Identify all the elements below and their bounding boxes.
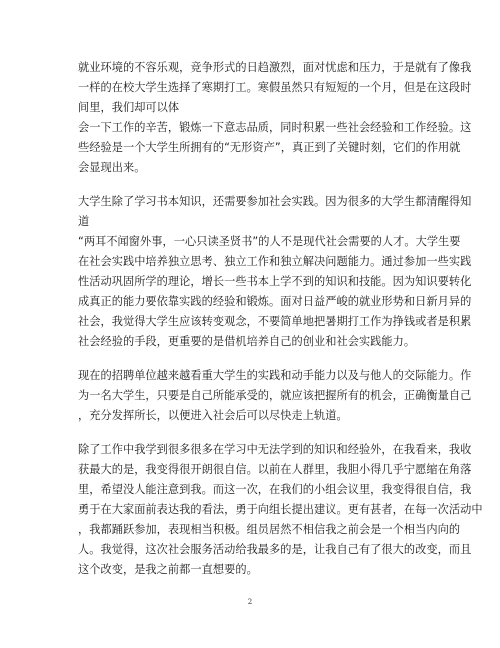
text-line: “两耳不闻窗外事，一心只读圣贤书”的人不是现代社会需要的人才。大学生要 <box>78 235 461 248</box>
text-line: 人。我觉得，这次社会服务活动给我最多的是，让我自己有了很大的改变，而且 <box>78 543 472 556</box>
text-line: 就业环境的不容乐观，竞争形式的日趋激烈，面对忧虑和压力，于是就有了像我 <box>78 61 472 74</box>
text-line: 现在的招聘单位越来越看重大学生的实践和动手能力以及与他人的交际能力。作 <box>78 369 472 382</box>
text-line: 性活动巩固所学的理论，增长一些书本上学不到的知识和技能。因为知识要转化 <box>78 275 472 288</box>
text-line: 一样的在校大学生选择了寒期打工。寒假虽然只有短短的一个月，但是在这段时 <box>78 81 472 94</box>
text-line: 间里，我们却可以体 <box>78 101 180 114</box>
paragraph-job-environment <box>78 58 472 178</box>
text-line: 会显现出来。 <box>78 161 146 174</box>
text-line: 成真正的能力要依靠实践的经验和锻炼。面对日益严峻的就业形势和日新月异的 <box>78 295 472 308</box>
text-line: 道 <box>78 215 90 228</box>
text-line: ，充分发挥所长，以便进入社会后可以尽快走上轨道。 <box>78 409 348 422</box>
paragraph-personal-growth <box>78 440 483 580</box>
text-line: 这个改变，是我之前都一直想要的。 <box>78 563 258 576</box>
text-line: 除了工作中我学到很多很多在学习中无法学到的知识和经验外，在我看来，我收 <box>78 443 472 456</box>
text-line: 里，希望没人能注意到我。而这一次，在我们的小组会议里，我变得很自信，我 <box>78 483 472 496</box>
document-body <box>78 58 483 580</box>
paragraph-recruitment <box>78 366 472 426</box>
text-line: 社会经验的手段，更重要的是借机培养自己的创业和社会实践能力。 <box>78 335 416 348</box>
text-line: 些经验是一个大学生所拥有的“无形资产”，真正到了关键时刻，它们的作用就 <box>78 141 461 154</box>
paragraph-social-practice <box>78 192 472 352</box>
page-number: 2 <box>247 598 253 606</box>
text-line: 获最大的是，我变得很开朗很自信。以前在人群里，我胆小得几乎宁愿缩在角落 <box>78 463 472 476</box>
text-line: 为一名大学生，只要是自己所能承受的，就应该把握所有的机会，正确衡量自己 <box>78 389 472 402</box>
paragraph-spacer <box>78 178 423 192</box>
paragraph-spacer <box>78 352 423 366</box>
text-line: ，我都踊跃参加，表现相当积极。组员居然不相信我之前会是一个相当内向的 <box>78 523 461 536</box>
text-line: 大学生除了学习书本知识，还需要参加社会实践。因为很多的大学生都清醒得知 <box>78 195 472 208</box>
text-line: 勇于在大家面前表达我的看法，勇于向组长提出建议。更有甚者，在每一次活动中 <box>78 503 483 516</box>
paragraph-spacer <box>78 426 423 440</box>
text-line: 会一下工作的辛苦，锻炼一下意志品质，同时积累一些社会经验和工作经验。这 <box>78 121 472 134</box>
text-line: 在社会实践中培养独立思考、独立工作和独立解决问题能力。通过参加一些实践 <box>78 255 472 268</box>
text-line: 社会，我觉得大学生应该转变观念，不要简单地把暑期打工作为挣钱或者是积累 <box>78 315 472 328</box>
